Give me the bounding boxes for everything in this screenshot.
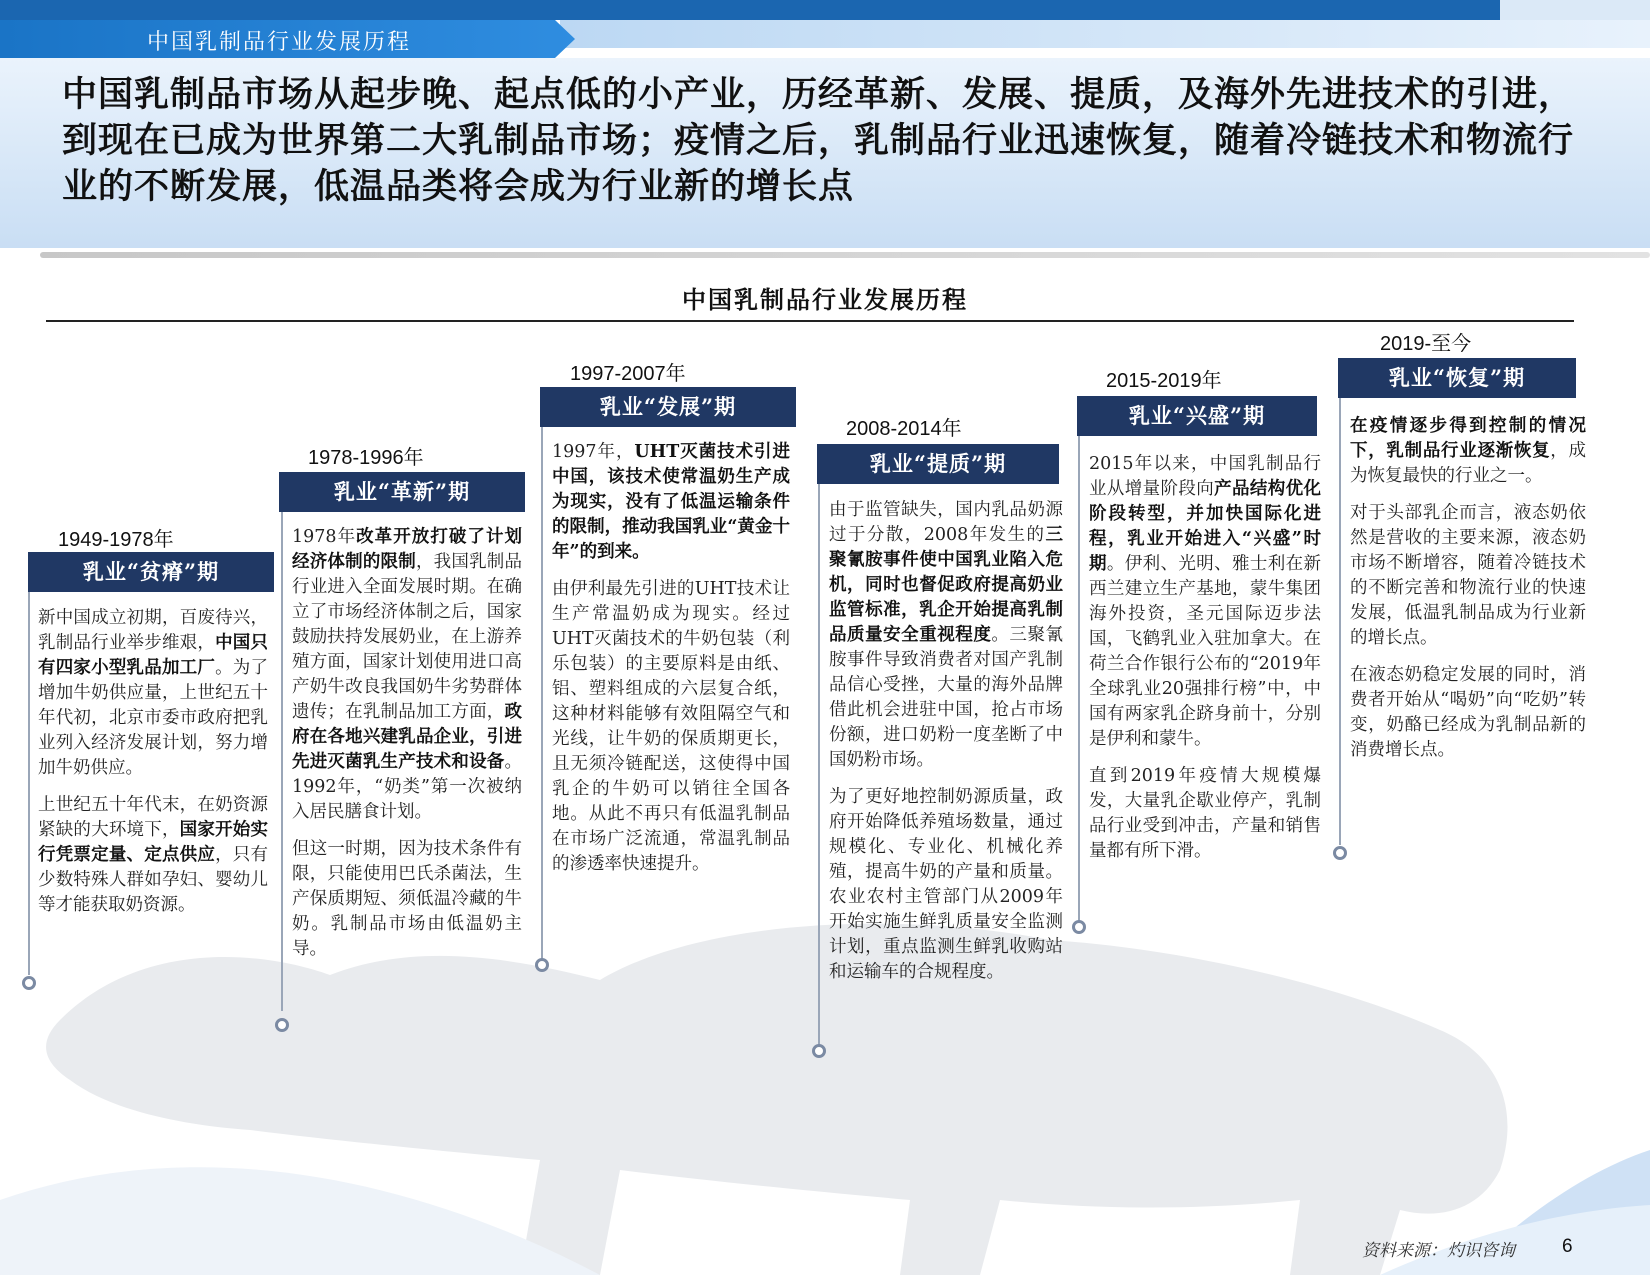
period-paragraph: [1089, 764, 1321, 864]
period-body-2015: [1089, 452, 1321, 876]
period-paragraph: [1350, 414, 1586, 489]
period-paragraph: [292, 837, 522, 962]
period-header-1949: 乳业“贫瘠”期: [28, 552, 274, 592]
period-line-1997: [541, 427, 543, 959]
period-paragraph: [38, 606, 268, 781]
period-year-1978: 1978-1996年: [308, 447, 424, 469]
headline: 中国乳制品市场从起步晚、起点低的小产业，历经革新、发展、提质，及海外先进技术的引进，到现在已成为世界第二大乳制品市场；疫情之后，乳制品行业迅速恢复，随着冷链技术和物流行业的不断发展，低温品类将会成为行业新的增长点: [62, 74, 1575, 207]
body-text: 在液态奶稳定发展的同时，消费者开始从“喝奶”向“吃奶”转变，奶酪已经成为乳制品新的消费增长点。: [1350, 665, 1586, 760]
body-text: 。伊利、光明、雅士利在新西兰建立生产基地，蒙牛集团海外投资，圣元国际迈步法国，飞鹤乳业入驻加拿大。在荷兰合作银行公布的“2019年全球乳业20强排行榜”中，中国有两家乳企跻身前十，分别是伊利和蒙牛。: [1089, 554, 1321, 749]
headline-divider: [40, 252, 1650, 258]
body-text: 2015年以来，中国乳制品行业从增量阶段向: [1089, 454, 1321, 499]
body-text: ，只有少数特殊人群如孕妇、婴幼儿等才能获取奶资源。: [38, 845, 269, 915]
body-text: 上世纪五十年代末，在奶资源紧缺的大环境下，: [38, 795, 268, 840]
timeline-dot-2015: [1072, 920, 1086, 934]
period-year-1949: 1949-1978年: [58, 529, 174, 551]
body-text: 对于头部乳企而言，液态奶依然是营收的主要来源，液态奶市场不断增容，随着冷链技术的不断完善和物流行业的快速发展，低温乳制品成为行业新的增长点。: [1350, 503, 1586, 648]
body-text: 1978年: [292, 527, 357, 547]
period-paragraph: [292, 525, 522, 825]
period-paragraph: [829, 498, 1063, 773]
period-paragraph: [552, 577, 790, 877]
highlight-text: 产品结构优化阶段转型，并加快国际化进程，乳业开始进入“兴盛”时期: [1089, 479, 1321, 574]
body-text: 但这一时期，因为技术条件有限，只能使用巴氏杀菌法，生产保质期短、须低温冷藏的牛奶。乳制品市场由低温奶主导。: [292, 839, 522, 959]
period-paragraph: [1089, 452, 1321, 752]
timeline-dot-1949: [22, 976, 36, 990]
highlight-text: 改革开放打破了计划经济体制的限制: [292, 527, 523, 572]
highlight-text: 在疫情逐步得到控制的情况下，乳制品行业逐渐恢复: [1350, 416, 1586, 461]
highlight-text: UHT灭菌技术引进中国，该技术使常温奶生产成为现实，没有了低温运输条件的限制，推动我国乳业“黄金十年”的到来。: [552, 442, 790, 562]
period-body-1949: [38, 606, 268, 930]
period-line-2019: [1339, 398, 1341, 845]
highlight-text: 国家开始实行凭票定量、定点供应: [38, 820, 269, 865]
period-body-2019: [1350, 414, 1586, 775]
period-paragraph: [829, 785, 1063, 985]
period-year-1997: 1997-2007年: [570, 363, 686, 385]
timeline-dot-2019: [1333, 846, 1347, 860]
period-paragraph: [1350, 501, 1586, 651]
section-tab-label: 中国乳制品行业发展历程: [147, 30, 412, 55]
period-line-2008: [818, 484, 820, 1046]
period-line-1949: [28, 592, 30, 975]
period-paragraph: [38, 793, 268, 918]
body-text: 。三聚氰胺事件导致消费者对国产乳制品信心受挫，大量的海外品牌借此机会进驻中国，抢占市场份额，进口奶粉一度垄断了中国奶粉市场。: [829, 625, 1063, 770]
body-text: ，成为恢复最快的行业之一。: [1350, 441, 1587, 486]
period-year-2019: 2019-至今: [1380, 333, 1472, 355]
wave-shape-left: [0, 1167, 600, 1275]
body-text: 。1992年，“奶类”第一次被纳入居民膳食计划。: [292, 752, 522, 822]
body-text: 由伊利最先引进的UHT技术让生产常温奶成为现实。经过UHT灭菌技术的牛奶包装（利乐包装）的主要原料是由纸、铝、塑料组成的六层复合纸，这种材料能够有效阻隔空气和光线，让牛奶的保质期更长，且无须冷链配送，这使得中国乳企的牛奶可以销往全国各地。从此不再只有低温乳制品在市场广泛流通，常温乳制品的渗透率快速提升。: [552, 579, 790, 874]
page-number: 6: [1562, 1236, 1573, 1257]
period-header-1978: 乳业“革新”期: [279, 472, 525, 512]
highlight-text: 政府在各地兴建乳品企业，引进先进灭菌乳生产技术和设备: [292, 702, 522, 772]
period-paragraph: [1350, 663, 1586, 763]
body-text: 。为了增加牛奶供应量，上世纪五十年代初，北京市委市政府把乳业列入经济发展计划，努力增加牛奶供应。: [38, 658, 269, 778]
period-header-1997: 乳业“发展”期: [540, 387, 796, 427]
top-ribbon-light: [560, 20, 1650, 48]
chart-title-rule: [46, 320, 1574, 322]
highlight-text: 三聚氰胺事件使中国乳业陷入危机，同时也督促政府提高奶业监管标准，乳企开始提高乳制品质量安全重视程度: [829, 525, 1063, 645]
period-paragraph: [552, 440, 790, 565]
body-text: 直到2019年疫情大规模爆发，大量乳企歇业停产，乳制品行业受到冲击，产量和销售量都有所下滑。: [1089, 766, 1321, 861]
period-body-2008: [829, 498, 1063, 997]
period-year-2008: 2008-2014年: [846, 418, 962, 440]
source-note: 资料来源：灼识咨询: [1362, 1241, 1515, 1261]
period-body-1978: [292, 525, 522, 974]
body-text: ，我国乳制品行业进入全面发展时期。在确立了市场经济体制之后，国家鼓励扶持发展奶业，在上游养殖方面，国家计划使用进口高产奶牛改良我国奶牛劣势群体遗传；在乳制品加工方面，: [292, 552, 523, 722]
period-year-2015: 2015-2019年: [1106, 370, 1222, 392]
chart-title: 中国乳制品行业发展历程: [682, 285, 968, 314]
highlight-text: 中国只有四家小型乳品加工厂: [38, 633, 269, 678]
body-text: 1997年，: [552, 442, 635, 462]
body-text: 由于监管缺失，国内乳品奶源过于分散，2008年发生的: [829, 500, 1063, 545]
background-silhouette: [0, 880, 1650, 1275]
timeline-dot-2008: [812, 1044, 826, 1058]
top-ribbon-right: [1500, 0, 1650, 20]
body-text: 新中国成立初期，百废待兴，乳制品行业举步维艰，: [38, 608, 268, 653]
period-line-2015: [1078, 436, 1080, 921]
top-ribbon: [0, 0, 1500, 20]
timeline-dot-1997: [535, 958, 549, 972]
period-header-2019: 乳业“恢复”期: [1338, 358, 1576, 398]
period-line-1978: [281, 512, 283, 1011]
period-header-2015: 乳业“兴盛”期: [1077, 396, 1317, 436]
body-text: 为了更好地控制奶源质量，政府开始降低养殖场数量，通过规模化、专业化、机械化养殖，提高牛奶的产量和质量。农业农村主管部门从2009年开始实施生鲜乳质量安全监测计划，重点监测生鲜乳收购站和运输车的合规程度。: [829, 787, 1063, 982]
period-body-1997: [552, 440, 790, 889]
period-header-2008: 乳业“提质”期: [817, 444, 1059, 484]
timeline-dot-1978: [275, 1018, 289, 1032]
